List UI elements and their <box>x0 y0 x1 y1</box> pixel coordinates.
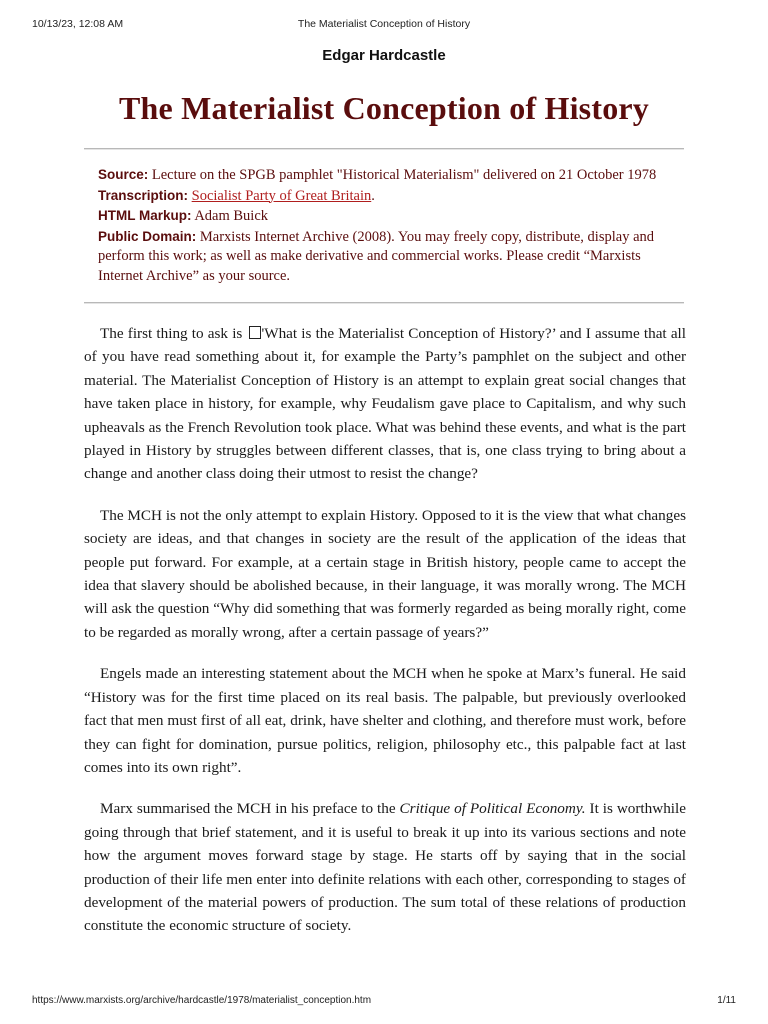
paragraph-1-start: The first thing to ask is <box>100 325 247 342</box>
paragraph-4-rest: It is worthwhile going through that brief statement, and it is useful to break it up into its various sections and note how the argument moves forward stage by stage. He starts off by saying that in the social production of their life men enter into definite relations with each other, corresponding to stages of development of the material powers of production. The sum total of these relations of production constitute the economic structure of society. <box>84 800 686 935</box>
info-public-domain <box>98 227 666 287</box>
info-block <box>98 165 666 286</box>
article-body <box>84 322 686 956</box>
info-source <box>98 165 666 186</box>
page-title: The Materialist Conception of History <box>119 90 649 126</box>
paragraph-1-rest: 'What is the Materialist Conception of History?’ and I assume that all of you have read something about it, for example the Party’s pamphlet on the subject and other material. The Materialist Conception of History is an attempt to explain great social changes that have taken place in history, for example, why Feudalism gave place to Capitalism, and why such upheavals as the French Revolution took place. What was behind these events, and what is the part played in History by struggles between different classes, that is, one class trying to bring about a change and another class doing their utmost to resist the change? <box>84 325 686 483</box>
source-text: Lecture on the SPGB pamphlet "Historical Materialism" delivered on 21 October 1978 <box>148 167 657 183</box>
info-markup <box>98 206 666 227</box>
print-footer <box>32 995 736 1009</box>
transcription-link[interactable]: Socialist Party of Great Britain <box>191 187 372 204</box>
markup-text: Adam Buick <box>191 208 269 224</box>
paragraph-2: The MCH is not the only attempt to explain History. Opposed to it is the view that what changes society are ideas, and that changes in society are the result of the application of the ideas that people put forward. For example, at a certain stage in British history, people came to accept the idea that slavery should be abolished because, in their language, it was morally wrong. The MCH will ask the question “Why did something that was formerly regarded as being morally right, come to be regarded as morally wrong, after a certain passage of years?” <box>84 506 686 641</box>
transcription-after: . <box>371 187 375 204</box>
public-domain-text: Marxists Internet Archive (2008). You may freely copy, distribute, display and perform this work; as well as make derivative and commercial works. Please credit “Marxists Internet Archive” as your source. <box>98 228 654 284</box>
print-document-title: The Materialist Conception of History <box>297 18 471 30</box>
source-label: Source: <box>98 167 149 182</box>
public-domain-label: Public Domain: <box>98 228 197 244</box>
paragraph-1 <box>84 322 686 486</box>
missing-glyph-icon <box>249 326 261 339</box>
top-divider <box>84 148 684 150</box>
paragraph-4-start: Marx summarised the MCH in his preface to the <box>100 800 400 818</box>
book-title-italic: Critique of Political Economy. <box>399 800 586 818</box>
markup-label: HTML Markup: <box>98 208 192 223</box>
page-number: 1/11 <box>717 995 736 1006</box>
page-url: https://www.marxists.org/archive/hardcastle/1978/materialist_conception.htm <box>32 995 372 1006</box>
print-datetime: 10/13/23, 12:08 AM <box>32 18 124 30</box>
transcription-label: Transcription: <box>98 187 189 203</box>
bottom-divider <box>84 302 684 304</box>
paragraph-3: Engels made an interesting statement about the MCH when he spoke at Marx’s funeral. He said “History was for the first time placed on its real basis. The palpable, but previously overlooked fact that men must first of all eat, drink, have shelter and clothing, and therefore must work, before they can fight for domination, pursue politics, religion, philosophy etc., this palpable fact at last comes into its own right”. <box>84 665 686 776</box>
print-header <box>32 18 736 32</box>
paragraph-4 <box>84 797 686 937</box>
info-transcription <box>98 186 666 207</box>
author-name: Edgar Hardcastle <box>322 47 446 64</box>
